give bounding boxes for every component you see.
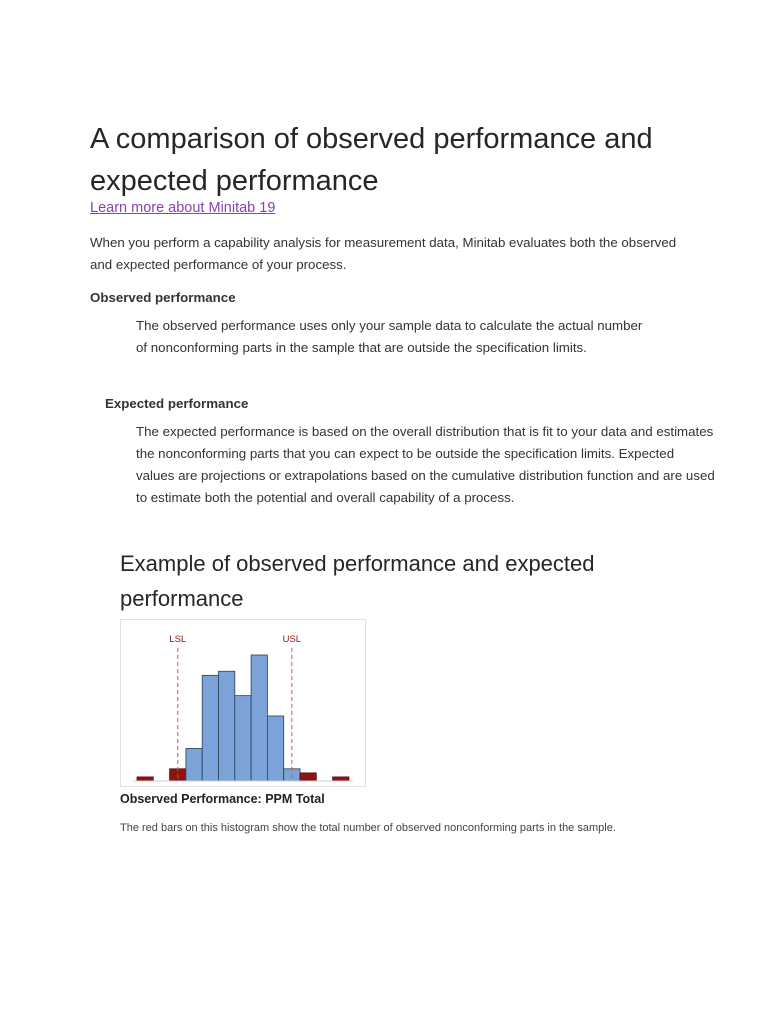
histogram-chart bbox=[121, 620, 365, 786]
expected-performance-body: The expected performance is based on the overall distribution that is fit to your data and estimates the nonconforming parts that you can expect to be outside the specification limits. Expected values are projections or extrapolations based on the cumulative distribution function and are used to estimate both the potential and overall capability of a process. bbox=[136, 424, 715, 505]
histogram-bar bbox=[186, 748, 202, 781]
out-of-spec-bar bbox=[137, 777, 153, 781]
histogram-bar bbox=[202, 675, 218, 781]
out-of-spec-bar bbox=[300, 773, 316, 781]
expected-performance-heading: Expected performance bbox=[105, 396, 249, 411]
observed-performance-heading: Observed performance bbox=[90, 290, 236, 305]
histogram-bar bbox=[219, 671, 235, 781]
histogram-bar bbox=[251, 655, 267, 781]
figure-caption-body: The red bars on this histogram show the total number of observed nonconforming parts in the sample. bbox=[120, 822, 616, 834]
example-section-title: Example of observed performance and expected performance bbox=[120, 551, 595, 611]
spec-limit-label-lsl: LSL bbox=[169, 634, 187, 645]
learn-more-link[interactable]: Learn more about Minitab 19 bbox=[90, 200, 276, 216]
histogram-bar bbox=[235, 696, 251, 781]
histogram-bars bbox=[137, 655, 349, 781]
histogram-figure bbox=[120, 619, 366, 787]
page-title: A comparison of observed performance and expected performance bbox=[90, 123, 653, 197]
figure-caption-title: Observed Performance: PPM Total bbox=[120, 792, 325, 806]
histogram-bar bbox=[267, 716, 283, 781]
out-of-spec-bar bbox=[333, 777, 349, 781]
observed-performance-body: The observed performance uses only your sample data to calculate the actual number of nonconforming parts in the sample that are outside the specification limits. bbox=[136, 318, 643, 355]
intro-paragraph: When you perform a capability analysis for measurement data, Minitab evaluates both the observed and expected performance of your process. bbox=[90, 235, 677, 272]
spec-limit-label-usl: USL bbox=[282, 634, 302, 645]
